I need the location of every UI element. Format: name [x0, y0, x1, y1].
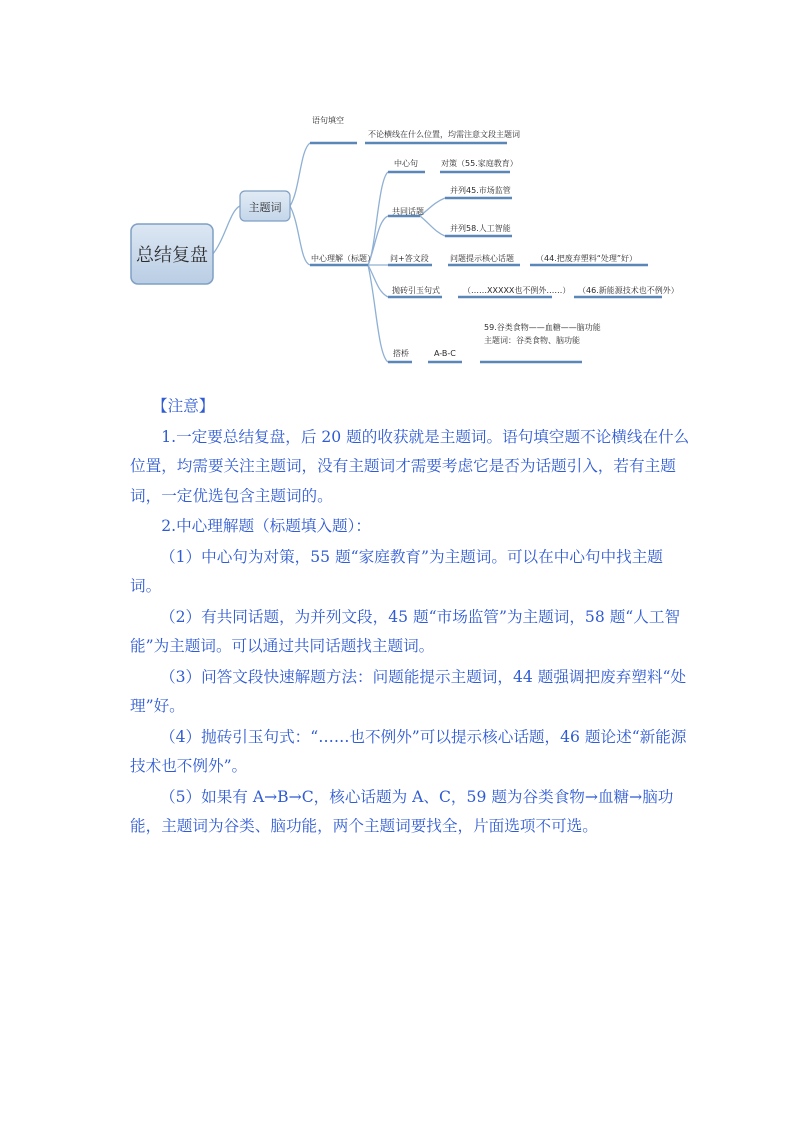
bridge-example-2: 主题词：谷类食物、脑功能: [484, 336, 580, 345]
central-sentence: 中心句: [394, 159, 418, 168]
note-item-3: （3）问答文段快速解题方法：问题能提示主题词，44 题强调把废弃塑料“处理”好。: [130, 667, 687, 715]
level1-node-label: 主题词: [248, 201, 282, 214]
bridge: 搭桥: [393, 349, 409, 358]
qa-paragraph-example: （44.把废弃塑料“处理”好）: [536, 254, 638, 263]
note-item-1: （1）中心句为对策，55 题“家庭教育”为主题词。可以在中心句中找主题词。: [130, 547, 663, 595]
level1-node: [240, 191, 290, 221]
mind-map-connectors: [212, 143, 445, 362]
common-topic: 共同话题: [392, 207, 424, 216]
central-sentence-note: 对策（55.家庭教育）: [441, 159, 518, 168]
common-topic-note-1: 并列45.市场监管: [450, 186, 511, 195]
qa-paragraph: 问+答文段: [390, 254, 429, 263]
mind-map: [0, 0, 800, 380]
branch-fill-blank: 语句填空: [312, 116, 344, 125]
root-node-label: 总结复盘: [136, 245, 208, 266]
note-item-2: （2）有共同话题，为并列文段，45 题“市场监管”为主题词，58 题“人工智能”为主题词。可以通过共同话题找主题词。: [130, 607, 681, 655]
qa-paragraph-note: 问题提示核心话题: [450, 254, 514, 263]
notes-section: [130, 392, 690, 843]
bridge-example-1: 59.谷类食物——血糖——脑功能: [484, 323, 601, 332]
note-item-4: （4）抛砖引玉句式：“……也不例外”可以提示核心话题，46 题论述“新能源技术也不例外”。: [130, 727, 687, 775]
brick-jade-example: （46.新能源技术也不例外）: [578, 286, 679, 295]
notes-heading: 【注意】: [152, 397, 215, 415]
brick-jade-note: （……XXXXX也不例外……）: [463, 286, 571, 295]
branch-central: 中心理解（标题）: [311, 254, 375, 263]
note-paragraph-1: 1.一定要总结复盘，后 20 题的收获就是主题词。语句填空题不论横线在什么位置，均需要关注主题词，没有主题词才需要考虑它是否为话题引入，若有主题词，一定优选包含主题词的。: [130, 427, 690, 505]
note-paragraph-2: 2.中心理解题（标题填入题）：: [161, 517, 371, 535]
branch-fill-blank-note: 不论横线在什么位置，均需注意文段主题词: [368, 130, 520, 139]
common-topic-note-2: 并列58.人工智能: [450, 224, 511, 233]
root-node: [131, 224, 213, 284]
bridge-note: A-B-C: [434, 349, 456, 358]
note-item-5: （5）如果有 A→B→C，核心话题为 A、C，59 题为谷类食物→血糖→脑功能，主题词为谷类、脑功能，两个主题词要找全，片面选项不可选。: [130, 787, 674, 835]
brick-jade: 抛砖引玉句式: [392, 286, 440, 295]
